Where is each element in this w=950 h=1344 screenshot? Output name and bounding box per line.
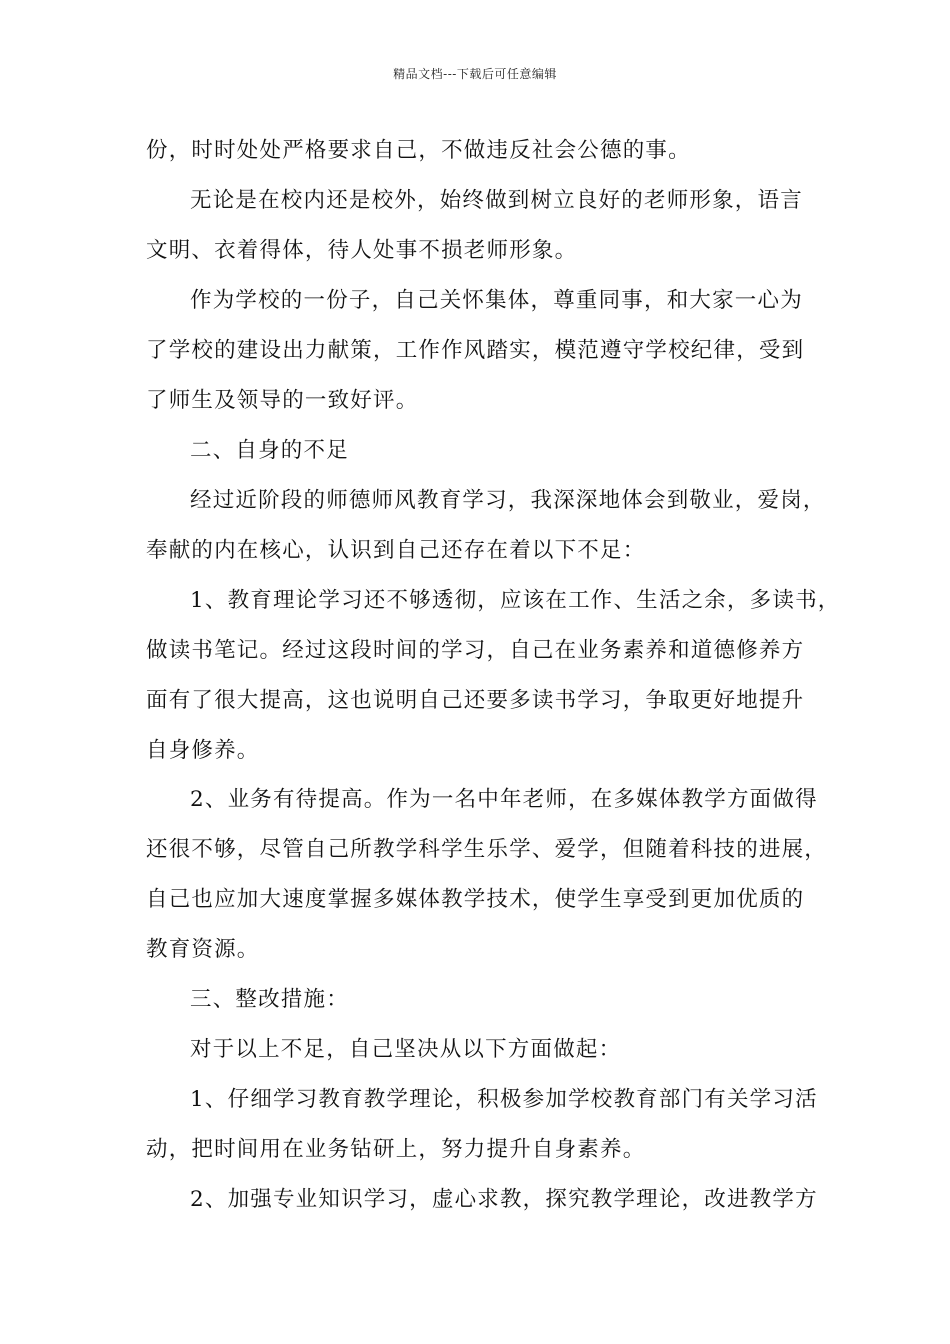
section-heading: 二、自身的不足 — [190, 438, 349, 463]
paragraph-line: 经过近阶段的师德师风教育学习，我深深地体会到敬业，爱岗， — [190, 488, 826, 513]
paragraph-line: 面有了很大提高，这也说明自己还要多读书学习，争取更好地提升 — [146, 688, 805, 713]
list-item-line: 2、业务有待提高。作为一名中年老师，在多媒体教学方面做得 — [190, 787, 818, 812]
paragraph-line: 作为学校的一份子，自己关怀集体，尊重同事，和大家一心为 — [190, 288, 803, 313]
list-item-line: 1、仔细学习教育教学理论，积极参加学校教育部门有关学习活 — [190, 1087, 818, 1112]
list-item-line: 2、加强专业知识学习，虚心求教，探究教学理论，改进教学方 — [190, 1187, 818, 1212]
paragraph-line: 份，时时处处严格要求自己，不做违反社会公德的事。 — [146, 138, 691, 163]
paragraph-line: 动，把时间用在业务钻研上，努力提升自身素养。 — [146, 1137, 646, 1162]
paragraph-line: 了师生及领导的一致好评。 — [146, 388, 419, 413]
paragraph-line: 自己也应加大速度掌握多媒体教学技术，使学生享受到更加优质的 — [146, 887, 805, 912]
paragraph-line: 奉献的内在核心，认识到自己还存在着以下不足： — [146, 538, 646, 563]
paragraph-line: 无论是在校内还是校外，始终做到树立良好的老师形象，语言 — [190, 188, 803, 213]
paragraph-line: 自身修养。 — [146, 738, 260, 763]
paragraph-line: 做读书笔记。经过这段时间的学习，自己在业务素养和道德修养方 — [146, 638, 805, 663]
paragraph-line: 还很不够，尽管自己所教学科学生乐学、爱学，但随着科技的进展， — [146, 837, 828, 862]
section-heading: 三、整改措施： — [190, 987, 349, 1012]
list-item-line: 1、教育理论学习还不够透彻，应该在工作、生活之余，多读书， — [190, 588, 841, 613]
page-header: 精品文档---下载后可任意编辑 — [393, 67, 557, 81]
paragraph-line: 文明、衣着得体，待人处事不损老师形象。 — [146, 238, 578, 263]
paragraph-line: 了学校的建设出力献策，工作作风踏实，模范遵守学校纪律，受到 — [146, 338, 805, 363]
paragraph-line: 对于以上不足，自己坚决从以下方面做起： — [190, 1037, 622, 1062]
paragraph-line: 教育资源。 — [146, 937, 260, 962]
